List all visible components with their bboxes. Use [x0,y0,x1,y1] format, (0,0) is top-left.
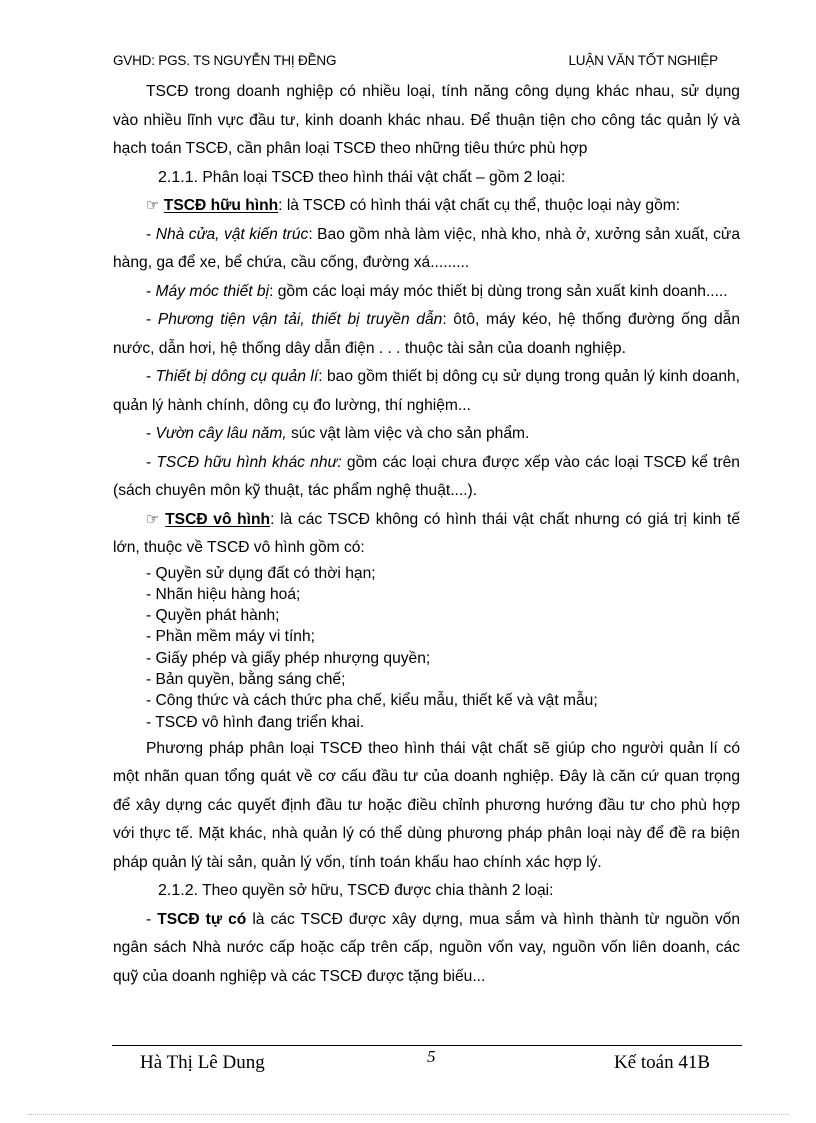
list-item: - Quyền phát hành; [146,607,280,625]
list-item: - Thiết bị dông cụ quản lí: bao gồm thiết bị dông cụ sử dụng trong quản lý kinh doanh, quản lý hành chính, dông cụ đo lường, thí nghiệm... [113,368,740,414]
intro-paragraph: TSCĐ trong doanh nghiệp có nhiều loại, tính năng công dụng khác nhau, sử dụng vào nhiều lĩnh vực đầu tư, kinh doanh khác nhau. Để thuận tiện cho công tác quản lý và hạch toán TSCĐ, cần phân loại TSCĐ theo những tiêu thức phù hợp [113,83,740,157]
item-text: : gồm các loại máy móc thiết bị dùng trong sản xuất kinh doanh..... [269,282,728,300]
intangible-definition: : là các TSCĐ không có hình thái vật chất nhưng có giá trị kinh tế lớn, thuộc về TSCĐ vô hình gồm có: [113,510,740,556]
intangible-list [113,563,740,733]
item-label: Thiết bị dông cụ quản lí [155,368,319,385]
item-label: Máy móc thiết bị [155,282,270,300]
list-item: - Công thức và cách thức pha chế, kiểu mẫu, thiết kế và vật mẫu; [146,692,598,710]
list-item: - Bản quyền, bằng sáng chế; [146,670,346,688]
owned-definition: là các TSCĐ được xây dựng, mua sắm và hình thành từ nguồn vốn ngân sách Nhà nước cấp hoặc cấp trên cấp, nguồn vốn vay, nguồn vốn liên doanh, các quỹ của doanh nghiệp và các TSCĐ được tặng biếu... [113,910,741,985]
item-text: : bao gồm thiết bị dông cụ sử dụng trong quản lý kinh doanh, quản lý hành chính, dông cụ đo lường, thí nghiệm... [113,368,740,414]
item-text: súc vật làm việc và cho sản phẩm. [286,425,530,442]
list-item: - Phần mềm máy vi tính; [146,628,315,646]
list-item: - Giấy phép và giấy phép nhượng quyền; [146,649,431,667]
list-item: - Phương tiện vận tải, thiết bị truyền dẫn: ôtô, máy kéo, hệ thống đường ống dẫn nước, dẫn hơi, hệ thống dây dẫn điện . . . thuộc tài sản của doanh nghiệp. [113,311,740,357]
item-label: Nhà cửa, vật kiến trúc [155,225,309,243]
list-item: - Nhà cửa, vật kiến trúc: Bao gồm nhà làm việc, nhà kho, nhà ở, xưởng sản xuất, cửa hàng, ga để xe, bể chứa, cầu cống, đường xá......... [113,225,740,271]
list-item: - Quyền sử dụng đất có thời hạn; [146,564,376,582]
owned-paragraph [113,906,740,992]
footer-class: Kế toán 41B [613,1052,710,1073]
footer-author: Hà Thị Lê Dung [140,1052,265,1073]
list-item: - TSCĐ hữu hình khác như: gồm các loại chưa được xếp vào các loại TSCĐ kể trên (sách chuyên môn kỹ thuật, tác phẩm nghệ thuật....). [113,453,740,499]
page-bottom-edge [28,1114,788,1115]
page-body [113,78,740,991]
owned-dash: - [146,910,158,928]
section-number: 2.1.1. [158,168,199,186]
list-item: - Nhãn hiệu hàng hoá; [146,585,301,603]
section-title: Theo quyền sở hữu, TSCĐ được chia thành 2 loại: [202,882,554,900]
intangible-paragraph [113,506,740,563]
page-footer [140,1047,710,1077]
page-number: 5 [427,1047,436,1066]
intangible-term: TSCĐ vô hình [165,510,271,528]
item-label: Phương tiện vận tải, thiết bị truyền dẫn [157,311,443,328]
tangible-paragraph [113,192,740,221]
method-paragraph: Phương pháp phân loại TSCĐ theo hình thái vật chất sẽ giúp cho người quản lí có một nhãn quan tổng quát về cơ cấu đầu tư của doanh nghiệp. Đây là căn cứ quan trọng để xây dựng các quyết định đầu tư hoặc điều chỉnh phương hướng đầu tư cho phù hợp với thực tế. Mặt khác, nhà quản lý có thể dùng phương pháp phân loại này để đề ra biện pháp quản lý tài sản, quản lý vốn, tính toán khấu hao chính xác hợp lý. [113,739,740,871]
tangible-term: TSCĐ hữu hình [163,197,279,214]
item-text: : ôtô, máy kéo, hệ thống đường ống dẫn nước, dẫn hơi, hệ thống dây dẫn điện . . . thuộc tài sản của doanh nghiệp. [113,311,740,357]
list-item: - Máy móc thiết bị: gồm các loại máy móc thiết bị dùng trong sản xuất kinh doanh..... [146,282,728,300]
section-heading-2-1-1 [113,164,740,193]
item-text: gồm các loại chưa được xếp vào các loại TSCĐ kể trên (sách chuyên môn kỹ thuật, tác phẩm nghệ thuật....). [113,453,740,499]
header-title: LUẬN VĂN TỐT NGHIỆP [568,53,718,68]
item-text: : Bao gồm nhà làm việc, nhà kho, nhà ở, xưởng sản xuất, cửa hàng, ga để xe, bể chứa, cầu cống, đường xá......... [113,225,740,271]
section-heading-2-1-2 [113,877,740,906]
list-item: - TSCĐ vô hình đang triển khai. [146,713,365,731]
header-advisor: GVHD: PGS. TS NGUYỄN THỊ ĐỀNG [113,53,337,68]
item-label: TSCĐ hữu hình khác như: [156,453,342,471]
owned-term: TSCĐ tự có [157,910,247,928]
tangible-definition: : là TSCĐ có hình thái vật chất cụ thể, thuộc loại này gồm: [278,197,681,214]
list-item: - Vườn cây lâu năm, súc vật làm việc và cho sản phẩm. [146,425,530,442]
section-number: 2.1.2. [158,882,199,900]
section-title: Phân loại TSCĐ theo hình thái vật chất – gồm 2 loại: [202,168,566,186]
item-label: Vườn cây lâu năm, [155,425,287,442]
footer-divider [112,1045,742,1046]
pointing-hand-icon: ☞ [146,510,160,528]
pointing-hand-icon: ☞ [146,197,160,214]
